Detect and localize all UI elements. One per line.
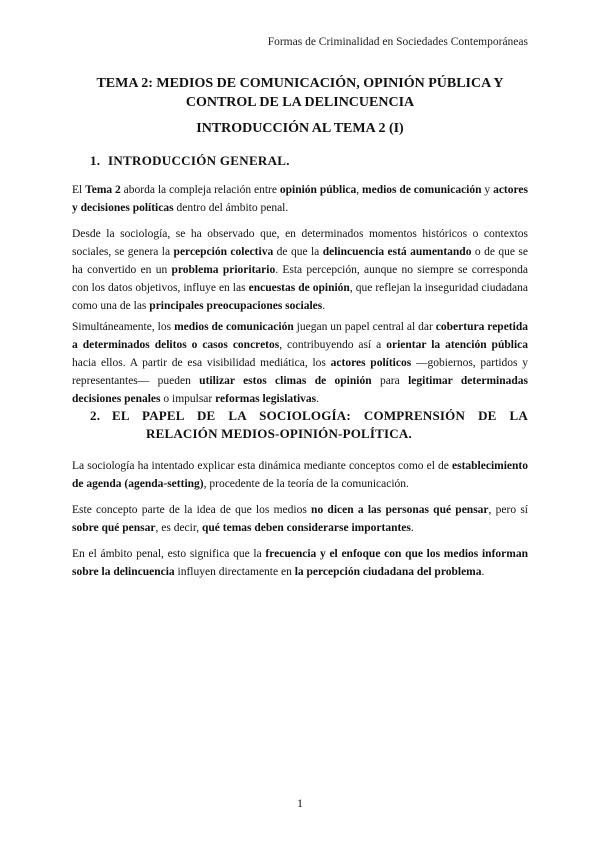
title-line-2: CONTROL DE LA DELINCUENCIA [185, 95, 415, 110]
running-header: Formas de Criminalidad en Sociedades Contemporáneas [267, 36, 528, 48]
section-2-heading [90, 407, 528, 443]
document-subtitle: INTRODUCCIÓN AL TEMA 2 (I) [196, 121, 404, 136]
paragraph-6: En el ámbito penal, esto significa que la frecuencia y el enfoque con que los medios informan sobre la delincuencia influyen directamente en la percepción ciudadana del problema. [72, 548, 528, 578]
paragraph-1: El Tema 2 aborda la compleja relación entre opinión pública, medios de comunicación y actores y decisiones políticas dentro del ámbito penal. [72, 184, 528, 214]
paragraph-3: Simultáneamente, los medios de comunicación juegan un papel central al dar cobertura repetida a determinados delitos o casos concretos, contribuyendo así a orientar la atención pública hacia ellos. A partir de esa visibilidad mediática, los actores políticos —gobiernos, partidos y representantes— pueden utilizar estos climas de opinión para legitimar determinadas decisiones penales o impulsar reformas legislativas. [72, 321, 528, 405]
section-1-title: INTRODUCCIÓN GENERAL. [108, 153, 290, 168]
section-2-number: 2. [90, 408, 101, 423]
page-number: 1 [297, 796, 303, 810]
section-2-title-line-2: RELACIÓN MEDIOS-OPINIÓN-POLÍTICA. [146, 426, 412, 441]
title-line-1: TEMA 2: MEDIOS DE COMUNICACIÓN, OPINIÓN PÚBLICA Y [96, 76, 504, 91]
paragraph-2: Desde la sociología, se ha observado que, en determinados momentos históricos o contextos sociales, se genera la percepción colectiva de que la delincuencia está aumentando o de que se ha convertido en un problema prioritario. Esta percepción, aunque no siempre se corresponda con los datos objetivos, influye en las encuestas de opinión, que reflejan la inseguridad ciudadana como una de las principales preocupaciones sociales. [72, 228, 529, 312]
section-1-number: 1. [90, 153, 101, 168]
document-title [72, 74, 528, 112]
paragraph-4: La sociología ha intentado explicar esta dinámica mediante conceptos como el de establecimiento de agenda (agenda-setting), procedente de la teoría de la comunicación. [72, 460, 528, 490]
paragraph-5: Este concepto parte de la idea de que los medios no dicen a las personas qué pensar, pero sí sobre qué pensar, es decir, qué temas deben considerarse importantes. [72, 504, 528, 534]
section-1-heading [90, 153, 530, 169]
section-2-title-line-1: EL PAPEL DE LA SOCIOLOGÍA: COMPRENSIÓN DE LA [112, 408, 528, 423]
